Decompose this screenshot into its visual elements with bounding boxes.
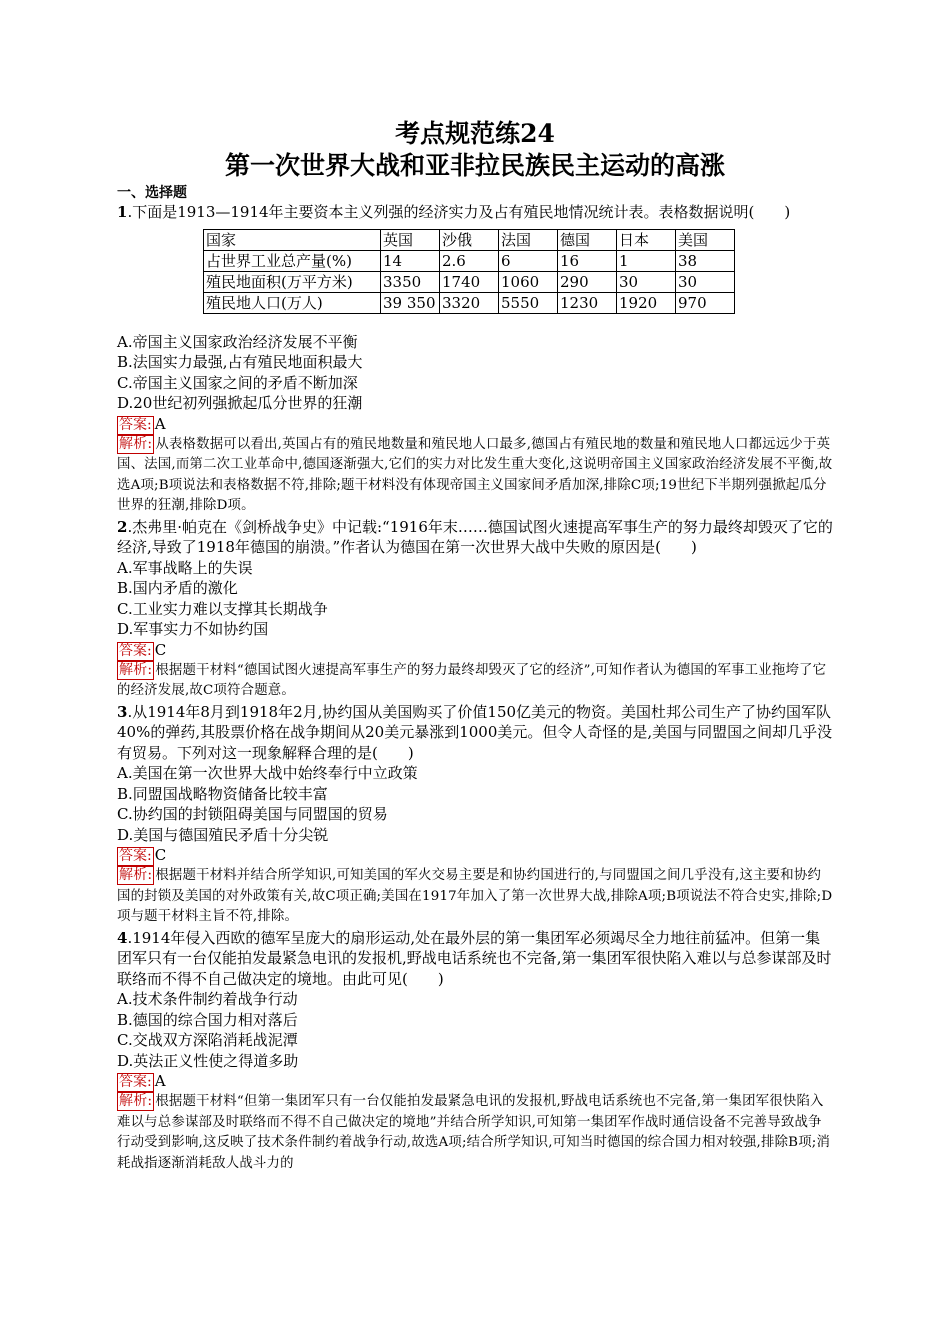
table-cell: 290 <box>558 271 617 292</box>
option-d: D.20世纪初列强掀起瓜分世界的狂潮 <box>117 394 363 412</box>
page-title: 考点规范练24 <box>395 119 555 148</box>
table-cell: 2.6 <box>440 250 499 271</box>
table-cell: 1740 <box>440 271 499 292</box>
table-header-cell: 法国 <box>499 229 558 250</box>
answer-value: A <box>154 414 166 433</box>
option-b: B.德国的综合国力相对落后 <box>117 1010 298 1029</box>
table-header-cell: 国家 <box>204 229 381 250</box>
question-text: .从1914年8月到1918年2月,协约国从美国购买了价值150亿美元的物资。美国杜邦公司生产了协约国军队40%的弹药,其股票价格在战争期间从20美元暴涨到1000美元。但令人奇怪的是,美国与同盟国之间却几乎没有贸易。下列对这一现象解释合理的是( ) <box>117 702 833 762</box>
table-cell: 1230 <box>558 292 617 313</box>
answer-tag: 答案: <box>119 642 152 659</box>
table-cell: 38 <box>676 250 735 271</box>
table-cell: 14 <box>381 250 440 271</box>
explanation <box>117 661 833 702</box>
table-header-cell: 英国 <box>381 229 440 250</box>
explanation-text: 从表格数据可以看出,英国占有的殖民地数量和殖民地人口最多,德国占有殖民地的数量和殖民地人口都远远少于英国、法国,而第二次工业革命中,德国逐渐强大,它们的实力对比发生重大变化,这说明帝国主义国家政治经济发展不平衡,故选A项;B项说法和表格数据不符,排除;题干材料没有体现帝国主义国家间矛盾加深,排除C项;19世纪下半期列强掀起瓜分世界的狂潮,排除D项。 <box>117 436 833 513</box>
table-cell: 16 <box>558 250 617 271</box>
table-row <box>204 271 735 292</box>
option-c: C.工业实力难以支撑其长期战争 <box>117 599 328 618</box>
answer-tag: 答案: <box>119 848 152 864</box>
page-subtitle: 第一次世界大战和亚非拉民族民主运动的高涨 <box>224 151 725 180</box>
option-b: B.法国实力最强,占有殖民地面积最大 <box>117 353 363 371</box>
answer-value: A <box>154 1072 166 1090</box>
explanation-text: 根据题干材料“德国试图火速提高军事生产的努力最终却毁灭了它的经济”,可知作者认为德国的军事工业拖垮了它的经济发展,故C项符合题意。 <box>117 662 827 698</box>
table-cell: 殖民地面积(万平方米) <box>204 271 381 292</box>
table-header-row <box>204 229 735 250</box>
question-stem <box>117 928 833 990</box>
explanation-tag: 解析: <box>119 435 153 452</box>
question-number: 4 <box>117 928 128 947</box>
question-number: 3 <box>117 702 128 721</box>
option-a: A.帝国主义国家政治经济发展不平衡 <box>117 332 358 351</box>
table-cell: 6 <box>499 250 558 271</box>
table-header-cell: 美国 <box>676 229 735 250</box>
table-cell: 3320 <box>440 292 499 313</box>
table-cell: 30 <box>676 271 735 292</box>
explanation <box>117 435 833 517</box>
option-a: A.军事战略上的失误 <box>117 558 253 577</box>
option-c: C.协约国的封锁阻碍美国与同盟国的贸易 <box>117 805 388 823</box>
explanation-text: 根据题干材料“但第一集团军只有一台仅能拍发最紧急电讯的发报机,野战电话系统也不完备,第一集团军很快陷入难以与总参谋部及时联络而不得不自己做决定的境地”并结合所学知识,可知第一集团军作战时通信设备不完善导致战争行动受到影响,这反映了技术条件制约着战争行动,故选A项;结合所学知识,可知当时德国的综合国力相对较强,排除B项;消耗战指逐渐消耗敌人战斗力的 <box>117 1094 831 1171</box>
answer-line <box>117 845 833 866</box>
question-text: .1914年侵入西欧的德军呈庞大的扇形运动,处在最外层的第一集团军必须竭尽全力地往前猛冲。但第一集团军只有一台仅能拍发最紧急电讯的发报机,野战电话系统也不完备,第一集团军很快陷入难以与总参谋部及时联络而不得不自己做决定的境地。由此可见( ) <box>117 928 832 988</box>
table-cell: 39 350 <box>381 292 440 313</box>
explanation-tag: 解析: <box>119 867 153 883</box>
question-1 <box>117 202 833 517</box>
question-stem <box>117 202 833 223</box>
table-cell: 占世界工业总产量(%) <box>204 250 381 271</box>
question-4 <box>117 928 833 1175</box>
document-page <box>117 118 833 1174</box>
table-header-cell: 德国 <box>558 229 617 250</box>
question-stem <box>117 517 833 558</box>
explanation-tag: 解析: <box>119 661 153 678</box>
table-cell: 970 <box>676 292 735 313</box>
option-d: D.英法正义性使之得道多助 <box>117 1051 299 1070</box>
question-number: 1 <box>117 203 128 221</box>
table-cell: 5550 <box>499 292 558 313</box>
question-3 <box>117 702 833 928</box>
table-cell: 殖民地人口(万人) <box>204 292 381 313</box>
answer-line <box>117 414 833 435</box>
answer-line <box>117 640 833 661</box>
table-header-cell: 日本 <box>617 229 676 250</box>
answer-value: C <box>154 846 167 864</box>
table-cell: 30 <box>617 271 676 292</box>
answer-tag: 答案: <box>119 1074 152 1090</box>
option-d: D.美国与德国殖民矛盾十分尖锐 <box>117 825 329 844</box>
explanation <box>117 1092 833 1174</box>
section-heading: 一、选择题 <box>117 185 187 201</box>
table-cell: 1060 <box>499 271 558 292</box>
option-b: B.国内矛盾的激化 <box>117 579 238 597</box>
option-c: C.交战双方深陷消耗战泥潭 <box>117 1031 298 1049</box>
option-d: D.军事实力不如协约国 <box>117 620 269 638</box>
answer-value: C <box>154 640 167 659</box>
question-number: 2 <box>117 517 128 536</box>
question-text: .下面是1913—1914年主要资本主义列强的经济实力及占有殖民地情况统计表。表格数据说明( ) <box>127 203 791 221</box>
question-text: .杰弗里·帕克在《剑桥战争史》中记载:“1916年末……德国试图火速提高军事生产的努力最终却毁灭了它的经济,导致了1918年德国的崩溃。”作者认为德国在第一次世界大战中失败的原因是( ) <box>117 517 833 556</box>
statistics-table <box>203 229 735 314</box>
option-a: A.技术条件制约着战争行动 <box>117 990 298 1008</box>
table-row <box>204 250 735 271</box>
explanation-text: 根据题干材料并结合所学知识,可知美国的军火交易主要是和协约国进行的,与同盟国之间几乎没有,这主要和协约国的封锁及美国的对外政策有关,故C项正确;美国在1917年加入了第一次世界大战,排除A项;B项说法不符合史实,排除;D项与题干材料主旨不符,排除。 <box>117 868 833 924</box>
explanation <box>117 866 833 928</box>
option-c: C.帝国主义国家之间的矛盾不断加深 <box>117 373 358 392</box>
table-cell: 1 <box>617 250 676 271</box>
option-a: A.美国在第一次世界大战中始终奉行中立政策 <box>117 764 418 782</box>
answer-tag: 答案: <box>119 416 152 433</box>
table-row <box>204 292 735 313</box>
question-stem <box>117 702 833 764</box>
table-cell: 3350 <box>381 271 440 292</box>
table-header-cell: 沙俄 <box>440 229 499 250</box>
explanation-tag: 解析: <box>119 1093 153 1109</box>
table-cell: 1920 <box>617 292 676 313</box>
option-b: B.同盟国战略物资储备比较丰富 <box>117 784 328 803</box>
question-2 <box>117 517 833 702</box>
answer-line <box>117 1071 833 1092</box>
